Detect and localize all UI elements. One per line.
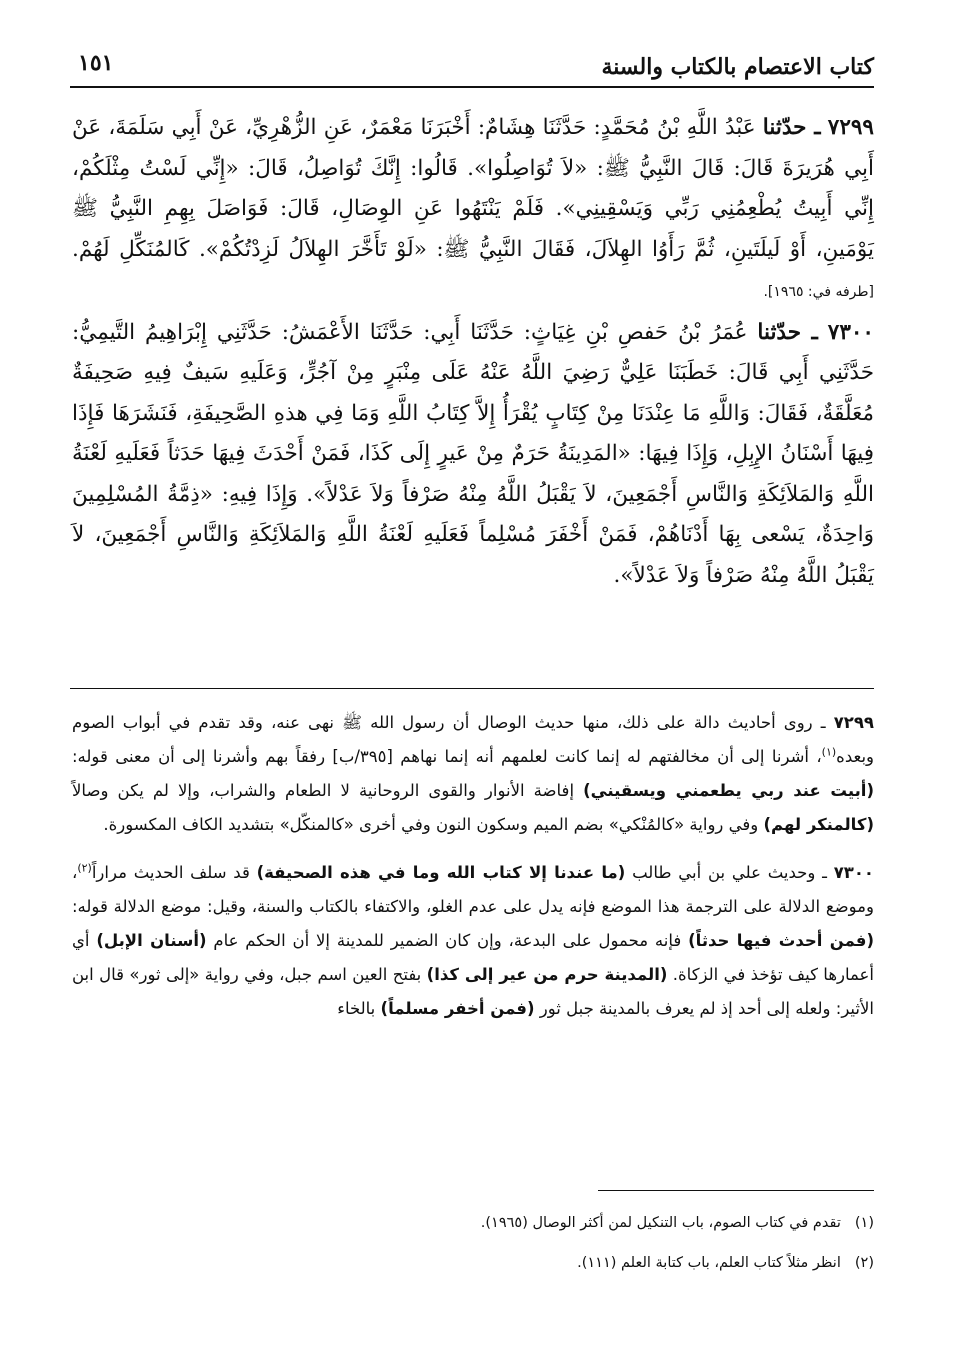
commentary-number: ٧٣٠٠	[833, 863, 874, 882]
quoted-phrase: (فمن أحدث فيها حدثاً)	[688, 931, 874, 950]
commentary-text: إفاضة الأنوار والقوى الروحانية لا الطعام والشراب، وإلا لم يكن وصالاً	[72, 781, 584, 800]
footnote-1	[72, 1203, 874, 1243]
footnotes	[72, 1203, 874, 1283]
commentary-text: بفتح العين اسم جبل، وفي رواية «إلى ثور» قال ابن الأثير: ولعله إلى أحد إذ لم يعرف بالمدينة جبل ثور	[72, 965, 874, 1018]
commentary-text: وفي رواية «كالمُنْكي» بضم الميم وسكون النون وفي أخرى «كالمنكّل» بتشديد الكاف المكسورة.	[103, 815, 764, 834]
page-number: ١٥١	[78, 50, 114, 76]
book-title: كتاب الاعتصام بالكتاب والسنة	[601, 54, 874, 80]
commentary-7299	[72, 706, 874, 842]
commentary-text: قد سلف الحديث مراراً	[91, 863, 257, 882]
footnote-divider	[598, 1190, 874, 1191]
isnad-keyword: ـ حدّثنا	[762, 115, 821, 140]
commentary-text: أي أعمارها كيف تؤخذ في الزكاة.	[72, 931, 874, 984]
hadith-7300	[72, 313, 874, 597]
quoted-phrase: (أسنان الإبل)	[96, 931, 207, 950]
commentary-number: ٧٢٩٩	[833, 713, 874, 732]
cross-reference: [طرفه في: ١٩٦٥].	[763, 284, 874, 300]
hadith-body: عَبْدُ اللَّهِ بْنُ مُحَمَّدٍ: حَدَّثَنَا هِشَامٌ: أَخْبَرَنَا مَعْمَرٌ، عَنِ الزُّهْرِيِّ، عَنْ أَبِي سَلَمَةَ، عَنْ أَبِي هُرَيرَةَ قَالَ: قَالَ النَّبِيُّ ﷺ: «لاَ تُوَاصِلُوا». قَالُوا: إِنَّكَ تُوَاصِلُ، قَالَ: «إِنِّي لَسْتُ مِثْلَكُمْ، إِنِّي أَبِيتُ يُطْعِمُنِي رَبِّي وَيَسْقِينِي». فَلَمْ يَنْتَهُوا عَنِ الوِصَالِ، قَالَ: فَوَاصَلَ بِهِمِ النَّبِيُّ ﷺ يَوْمَينِ، أَوْ لَيلَتَينِ، ثُمَّ رَأَوُا الهِلاَلَ، فَقَالَ النَّبِيُّ ﷺ: «لَوْ تَأَخَّرَ الهِلاَلُ لَزِدْتُكُمْ». كَالمُنَكِّلِ لَهُمْ.	[72, 115, 875, 262]
commentary-block	[72, 706, 874, 1026]
commentary-text: فإنه محمول على البدعة، وإن كان الضمير للمدينة إلا أن الحكم عام	[206, 931, 689, 950]
isnad-keyword: ـ حدّثنا	[757, 319, 818, 345]
commentary-text: ـ روى أحاديث دالة على ذلك، منها حديث الوصال أن رسول الله ﷺ نهى عنه، وقد تقدم في أبواب الصوم وبعده	[72, 713, 874, 766]
footnote-ref: (١)	[821, 745, 837, 759]
footnote-number: (١)	[854, 1215, 874, 1231]
commentary-text: بالخاء	[337, 999, 381, 1018]
quoted-phrase: (أبيت عند ربي يطعمني ويسقيني)	[583, 781, 874, 800]
hadith-number: ٧٣٠٠	[827, 319, 874, 345]
hadith-body: عُمَرُ بْنُ حَفصِ بْنِ غِيَاثٍ: حَدَّثَنَا أَبِي: حَدَّثَنَا الأَعْمَشُ: حَدَّثَنِي إِبْرَاهِيمُ التَّيمِيُّ: حَدَّثَنِي أَبِي قَالَ: خَطَبَنَا عَلِيٌّ رَضِيَ اللَّهُ عَنْهُ عَلَى مِنْبَرٍ مِنْ آجُرٍّ، وَعَلَيهِ سَيفٌ فِيهِ صَحِيفَةٌ مُعَلَّقَةٌ، فَقَالَ: وَاللَّهِ مَا عِنْدَنَا مِنْ كِتَابٍ يُقْرَأُ إِلاَّ كِتَابُ اللَّهِ وَمَا فِي هذهِ الصَّحِيفَةِ، فَنَشَرَهَا فَإِذَا فِيهَا أَسْنَانُ الإِبِلِ، وَإِذَا فِيهَا: «المَدِينَةُ حَرَمٌ مِنْ عَيرٍ إِلَى كَذَا، فَمَنْ أَحْدَثَ فِيهَا حَدَثاً فَعَلَيهِ لَعْنَةُ اللَّهِ وَالمَلاَئِكَةِ وَالنَّاسِ أَجْمَعِينَ، لاَ يَقْبَلُ اللَّهُ مِنْهُ صَرْفاً وَلاَ عَدْلاً». وَإِذَا فِيهِ: «ذِمَّةُ المُسْلِمِينَ وَاحِدَةٌ، يَسْعى بِهَا أَدْنَاهُمْ، فَمَنْ أَخْفَرَ مُسْلِماً فَعَلَيهِ لَعْنَةُ اللَّهِ وَالمَلاَئِكَةِ وَالنَّاسِ أَجْمَعِينَ، لاَ يَقْبَلُ اللَّهُ مِنْهُ صَرْفاً وَلاَ عَدْلاً».	[72, 319, 874, 588]
hadith-7299	[72, 108, 874, 313]
footnote-ref: (٢)	[77, 861, 92, 875]
page-header	[70, 40, 874, 88]
footnote-2	[72, 1243, 874, 1283]
commentary-text: ـ وحديث علي بن أبي طالب	[625, 863, 827, 882]
footnote-text: تقدم في كتاب الصوم، باب التنكيل لمن أكثر الوصال (١٩٦٥).	[480, 1215, 841, 1231]
commentary-7300	[72, 856, 874, 1026]
footnote-number: (٢)	[854, 1255, 874, 1271]
hadith-number: ٧٢٩٩	[827, 115, 874, 140]
quoted-phrase: (فمن أخفر مسلماً)	[380, 999, 535, 1018]
footnote-text: انظر مثلاً كتاب العلم، باب كتابة العلم (١١١).	[577, 1255, 841, 1271]
quoted-phrase: (ما عندنا إلا كتاب الله وما في هذه الصحيفة)	[256, 863, 626, 882]
hadith-text-block	[72, 108, 874, 596]
text-commentary-divider	[70, 688, 874, 689]
commentary-text: ، وموضع الدلالة على الترجمة هذا الموضع فإنه يدل على عدم الغلو، والاكتفاء بالكتاب والسنة، وقيل: موضع الدلالة قوله:	[72, 863, 874, 916]
quoted-phrase: (المدينة حرم من عير إلى كذا)	[426, 965, 668, 984]
commentary-text: ، أشرنا إلى أن مخالفتهم له إنما كانت لعلمهم أنه إنما نهاهم [٣٩٥/ب] رفقاً بهم وأشرنا إلى أن معنى قوله:	[72, 747, 822, 766]
quoted-phrase: (كالمنكر لهم)	[763, 815, 874, 834]
